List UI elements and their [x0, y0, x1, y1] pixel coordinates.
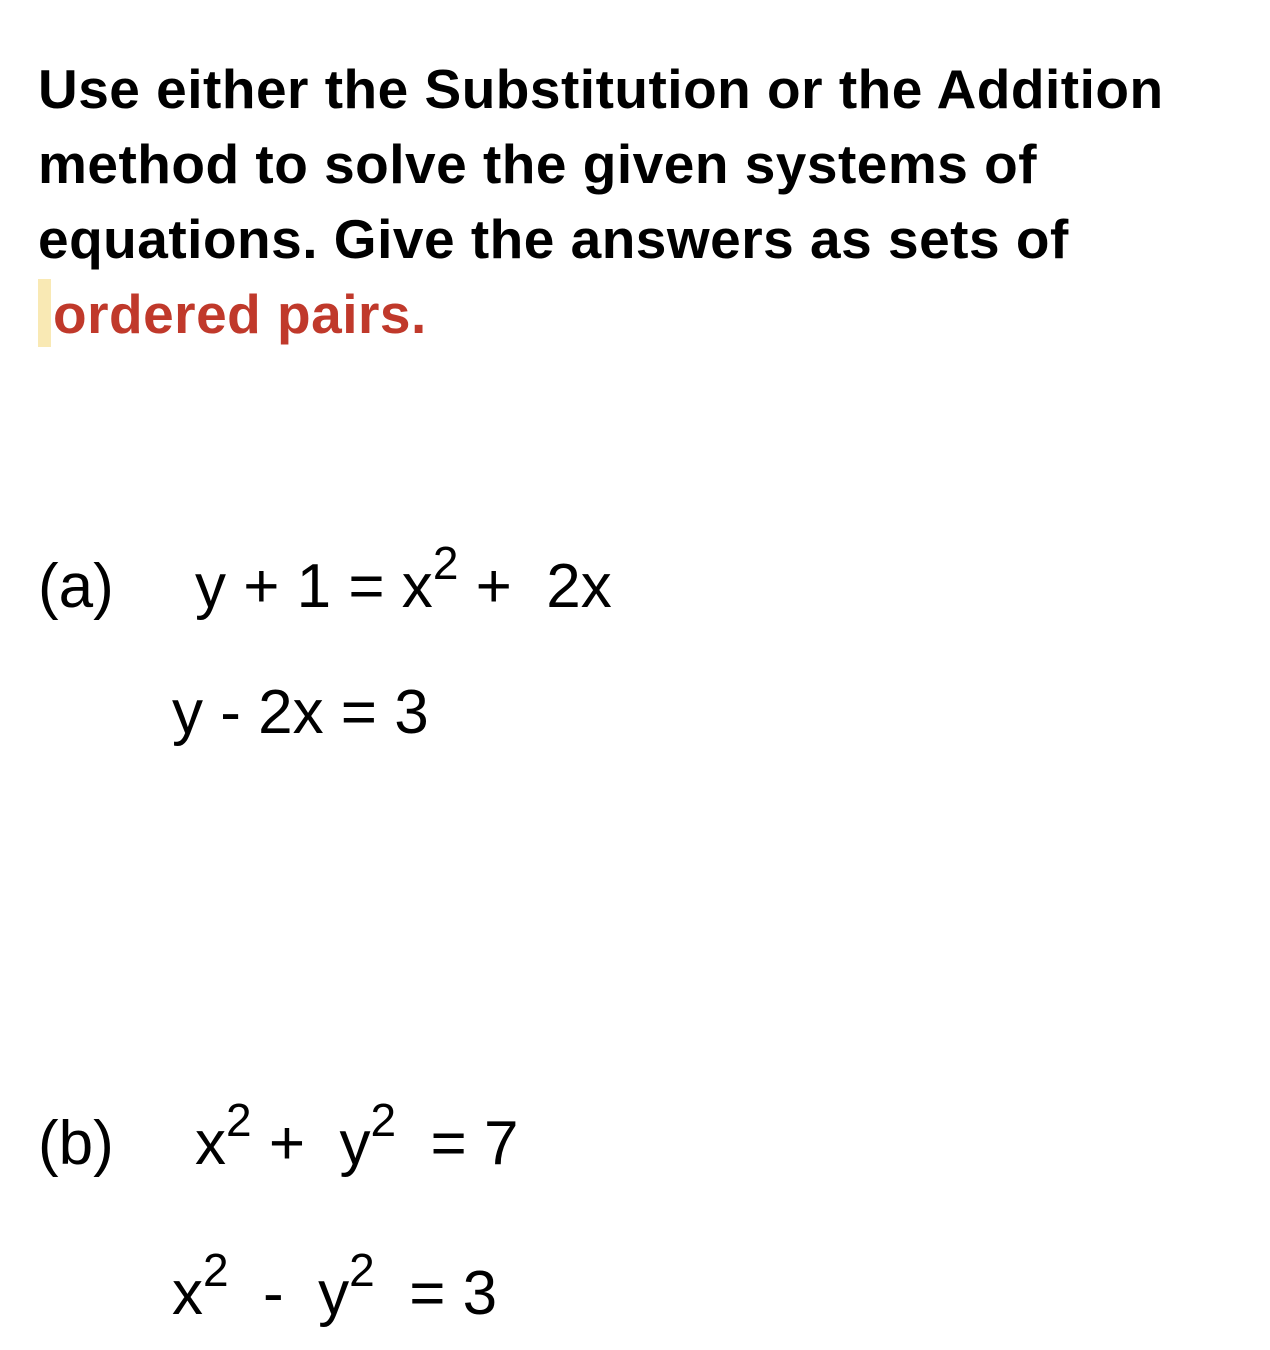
instructions-line-2: method to solve the given systems of — [38, 133, 1038, 195]
problem-b-equation-1 — [195, 1094, 519, 1178]
problem-b-eq2-exponent-1: 2 — [203, 1244, 229, 1297]
problem-b-eq1-op: + y — [251, 1109, 371, 1178]
problem-a-equation-2: y - 2x = 3 — [172, 678, 429, 747]
problem-b-eq1-exponent-2: 2 — [370, 1094, 397, 1147]
ordered-pairs-highlight: ordered pairs. — [53, 283, 427, 345]
instructions-line-4 — [38, 277, 1238, 352]
problem-b-eq2-exponent-2: 2 — [349, 1244, 375, 1297]
problem-a-equation-1 — [195, 537, 612, 621]
problem-a-label: (a) — [38, 552, 114, 621]
text-cursor-marker — [38, 279, 51, 347]
instructions-line-3: equations. Give the answers as sets of — [38, 208, 1069, 270]
problem-a-eq1-rhs: + 2x — [458, 552, 612, 621]
problem-b-eq2-op: - y — [228, 1259, 350, 1328]
problem-b-eq2-rhs: = 3 — [374, 1259, 498, 1328]
problem-b-label: (b) — [38, 1109, 114, 1178]
problem-b-eq1-exponent-1: 2 — [226, 1094, 252, 1147]
problem-b-eq1-term1: x — [195, 1109, 226, 1178]
problem-b-equation-2 — [172, 1244, 498, 1328]
problem-b-eq2-term1: x — [172, 1259, 203, 1328]
instructions-line-1: Use either the Substitution or the Addition — [38, 58, 1164, 120]
instructions — [38, 52, 1238, 352]
problem-a-eq1-lhs: y + 1 = x — [195, 552, 433, 621]
problem-a-eq1-exponent: 2 — [432, 537, 459, 590]
problem-b-eq1-rhs: = 7 — [396, 1109, 519, 1178]
